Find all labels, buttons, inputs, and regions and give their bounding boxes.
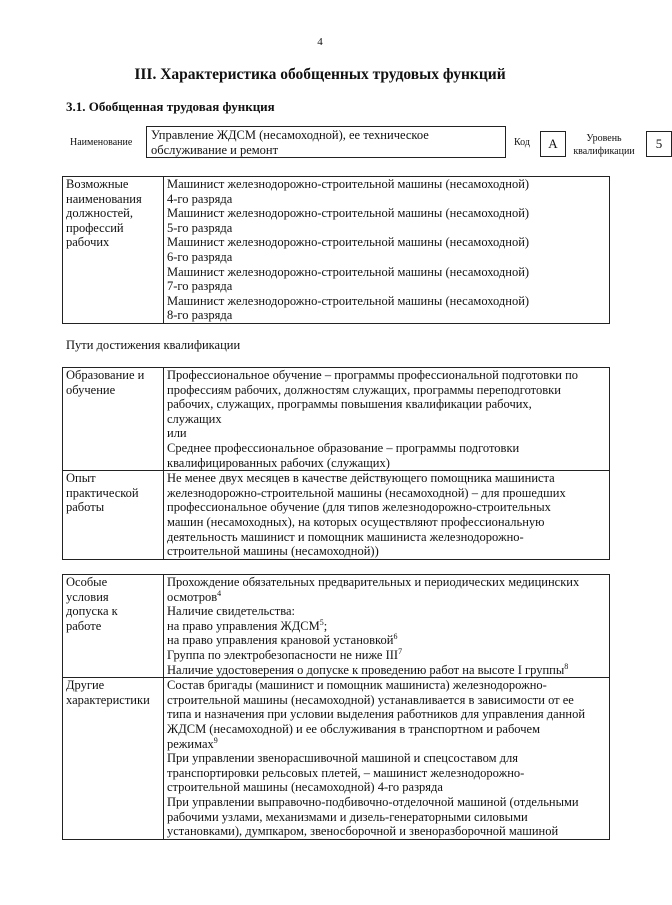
text-line xyxy=(167,619,606,634)
text-line: работы xyxy=(66,500,105,515)
special-conditions-label xyxy=(63,575,164,678)
text-line: Среднее профессиональное образование – программы подготовки xyxy=(167,440,520,455)
job-titles-values xyxy=(164,177,610,324)
line-text: ЖДСМ (несамоходной) и ее обслуживания в транспортном и рабочем xyxy=(167,721,540,736)
line-text: рабочими узлами, механизмами и дизель-генераторными силовыми xyxy=(167,809,528,824)
text-line: работе xyxy=(66,618,102,633)
text-line xyxy=(167,722,606,737)
experience-values xyxy=(164,471,610,560)
text-line: строительной машины (несамоходной)) xyxy=(167,544,379,559)
level-label-line: квалификации xyxy=(573,146,635,157)
text-line: Машинист железнодорожно-строительной машины (несамоходной) xyxy=(167,293,530,308)
text-line: Возможные xyxy=(66,177,129,191)
text-line: 4-го разряда xyxy=(167,191,233,206)
text-line: квалифицированных рабочих (служащих) xyxy=(167,455,390,470)
footnote-marker: 9 xyxy=(213,735,218,745)
text-line xyxy=(167,737,606,752)
page-number: 4 xyxy=(317,36,323,48)
text-line xyxy=(167,648,606,663)
text-line: 7-го разряда xyxy=(167,279,233,294)
line-text: строительной машины (несамоходной) устанавливается в зависимости от ее xyxy=(167,692,574,707)
text-line: профессиональное обучение (для типов железнодорожно-строительных xyxy=(167,500,551,515)
line-text: Наличие удостоверения о допуске к проведению работ на высоте I группы xyxy=(167,662,565,677)
text-line: служащих xyxy=(167,411,222,426)
text-line: наименования xyxy=(66,191,142,206)
table-row xyxy=(63,575,610,678)
function-name-line: Управление ЖДСМ (несамоходной), ее техническое xyxy=(151,128,429,142)
text-line xyxy=(167,766,606,781)
text-line: рабочих, служащих, программы повышения квалификации рабочих, xyxy=(167,397,532,412)
line-text: строительной машины (несамоходной) 4-го разряда xyxy=(167,780,443,795)
text-line: 8-го разряда xyxy=(167,308,233,323)
text-line: Машинист железнодорожно-строительной машины (несамоходной) xyxy=(167,235,530,250)
experience-label xyxy=(63,471,164,560)
footnote-marker: 7 xyxy=(398,646,403,656)
text-line xyxy=(167,678,606,693)
text-line: железнодорожно-строительной машины (несамоходной) – для прошедших xyxy=(167,485,566,500)
text-line xyxy=(167,693,606,708)
table-row xyxy=(63,471,610,560)
text-line: Особые xyxy=(66,575,108,589)
footnote-marker: 8 xyxy=(564,661,569,671)
text-line: Машинист железнодорожно-строительной машины (несамоходной) xyxy=(167,177,530,191)
education-table xyxy=(62,367,610,560)
text-line: Образование и xyxy=(66,368,145,382)
text-line xyxy=(167,575,606,590)
text-line xyxy=(167,707,606,722)
text-line: Опыт xyxy=(66,471,96,486)
footnote-marker: 5 xyxy=(319,617,324,627)
text-line: 5-го разряда xyxy=(167,220,233,235)
conditions-table xyxy=(62,574,610,840)
education-label xyxy=(63,368,164,471)
line-text: режимах xyxy=(167,736,214,751)
job-titles-table xyxy=(62,176,610,324)
line-text: транспортировки рельсовых плетей, – машинист железнодорожно- xyxy=(167,765,525,780)
text-line: должностей, xyxy=(66,206,133,221)
line-text: на право управления крановой установкой xyxy=(167,633,394,648)
text-line: обучение xyxy=(66,382,116,397)
text-line: профессиям рабочих, должностям служащих, программы переподготовки xyxy=(167,382,561,397)
text-line: рабочих xyxy=(66,235,110,250)
line-text: на право управления ЖДСМ xyxy=(167,618,320,633)
code-value: A xyxy=(540,131,566,157)
text-line: деятельность машинист и помощник машиниста железнодорожно- xyxy=(167,529,524,544)
line-text: установками), думпкаром, звеносборочной и звеноразборочной машиной xyxy=(167,824,559,839)
text-line: Другие xyxy=(66,678,105,693)
special-conditions-values xyxy=(164,575,610,678)
function-name-box xyxy=(146,126,506,158)
footnote-marker: 4 xyxy=(217,588,222,598)
text-line xyxy=(167,810,606,825)
level-label-line: Уровень xyxy=(586,133,622,144)
line-punctuation: ; xyxy=(323,618,328,633)
text-line xyxy=(167,663,606,678)
text-line: характеристики xyxy=(66,692,150,707)
education-values xyxy=(164,368,610,471)
code-label: Код xyxy=(514,137,530,148)
other-characteristics-label xyxy=(63,678,164,840)
line-text: При управлении звенорасшивочной машиной и спецсоставом для xyxy=(167,751,519,766)
job-titles-label xyxy=(63,177,164,324)
text-line xyxy=(167,795,606,810)
section-title: III. Характеристика обобщенных трудовых функций xyxy=(134,66,506,83)
text-line: условия xyxy=(66,589,109,604)
text-line: профессий xyxy=(66,220,124,235)
line-text: осмотров xyxy=(167,589,218,604)
text-line: Профессиональное обучение – программы профессиональной подготовки по xyxy=(167,368,579,382)
text-line: практической xyxy=(66,485,139,500)
table-row xyxy=(63,368,610,471)
text-line xyxy=(167,604,606,619)
line-text: При управлении выправочно-подбивочно-отделочной машиной (отдельными xyxy=(167,794,579,809)
table-row xyxy=(63,177,610,324)
line-text: Группа по электробезопасности не ниже III xyxy=(167,647,399,662)
text-line xyxy=(167,633,606,648)
footnote-marker: 6 xyxy=(393,632,398,642)
level-label xyxy=(564,132,644,158)
other-characteristics-values xyxy=(164,678,610,840)
qualification-paths-heading: Пути достижения квалификации xyxy=(66,338,241,352)
line-text: Наличие свидетельства: xyxy=(167,604,296,619)
text-line xyxy=(167,751,606,766)
table-row xyxy=(63,678,610,840)
text-line: 6-го разряда xyxy=(167,249,233,264)
text-line: Машинист железнодорожно-строительной машины (несамоходной) xyxy=(167,264,530,279)
text-line: допуска к xyxy=(66,604,118,619)
text-line: или xyxy=(167,426,187,441)
text-line: Машинист железнодорожно-строительной машины (несамоходной) xyxy=(167,206,530,221)
function-name-line: обслуживание и ремонт xyxy=(151,143,279,157)
text-line: Не менее двух месяцев в качестве действующего помощника машиниста xyxy=(167,471,555,486)
function-name-row xyxy=(66,126,663,162)
subsection-title: 3.1. Обобщенная трудовая функция xyxy=(66,99,275,114)
line-text: Состав бригады (машинист и помощник машиниста) железнодорожно- xyxy=(167,678,547,693)
text-line xyxy=(167,780,606,795)
text-line xyxy=(167,824,606,839)
name-label: Наименование xyxy=(70,137,133,148)
line-text: типа и назначения при условии выделения работников для управления данной xyxy=(167,707,586,722)
line-text: Прохождение обязательных предварительных и периодических медицинских xyxy=(167,575,580,589)
text-line xyxy=(167,590,606,605)
text-line: машин (несамоходных), на которых осуществляют профессиональную xyxy=(167,514,545,529)
level-value: 5 xyxy=(646,131,672,157)
